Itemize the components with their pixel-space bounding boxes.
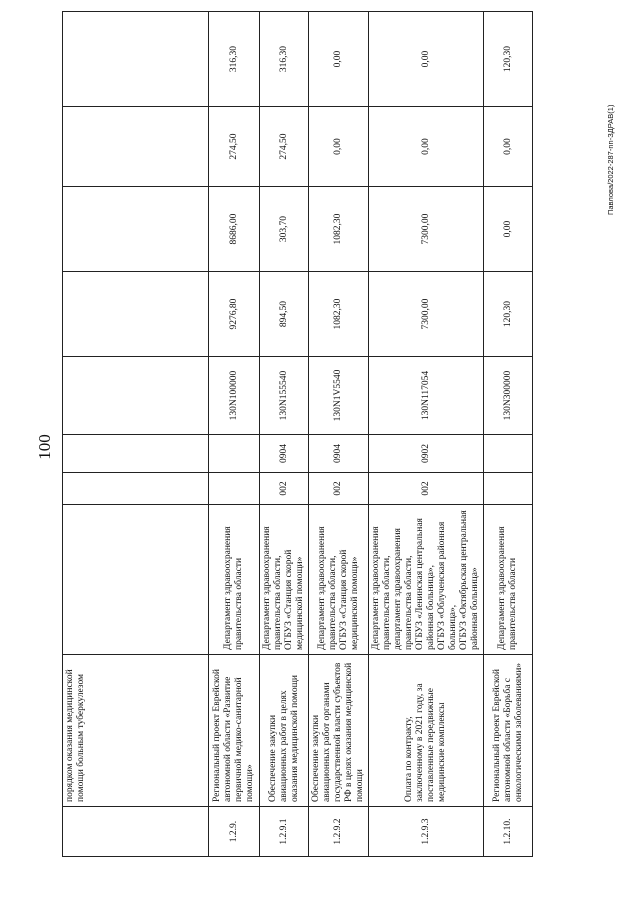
row-value-1: 894,50 — [260, 272, 309, 357]
row-section — [484, 435, 533, 473]
row-target-code: 130N100000 — [209, 357, 260, 435]
row-value-3 — [63, 107, 209, 187]
row-number: 1.2.9. — [209, 807, 260, 857]
row-value-4: 120,30 — [484, 12, 533, 107]
row-organization — [484, 505, 533, 655]
organization-line: ОГБУЗ «Станция скорой медицинской помощи» — [338, 549, 360, 650]
organization-line: Департамент здравоохранения правительства области, — [262, 526, 283, 650]
organization-line: Департамент здравоохранения правительства области, — [371, 526, 392, 650]
row-section: 0904 — [309, 435, 369, 473]
row-grbs — [209, 473, 260, 505]
table-row — [209, 12, 260, 857]
row-value-4: 316,30 — [209, 12, 260, 107]
row-value-3: 274,50 — [209, 107, 260, 187]
row-value-3: 0,00 — [309, 107, 369, 187]
organization-line: Департамент здравоохранения правительства области, — [316, 526, 338, 650]
row-grbs: 002 — [260, 473, 309, 505]
row-value-1: 9276,80 — [209, 272, 260, 357]
page-number: 100 — [35, 434, 54, 460]
row-number: 1.2.9.2 — [309, 807, 369, 857]
row-target-code — [63, 357, 209, 435]
row-organization — [209, 505, 260, 655]
row-organization — [63, 505, 209, 655]
row-organization — [309, 505, 369, 655]
row-target-code: 130N117054 — [369, 357, 484, 435]
row-grbs — [484, 473, 533, 505]
table-row — [309, 12, 369, 857]
row-name: Оплата по контракту, заключенному в 2021 году, за поставленные передвижные медицинские комплексы — [369, 655, 484, 807]
row-value-2: 1082,30 — [309, 187, 369, 272]
organization-line: ОГБУЗ «Облученская районная больница», — [437, 521, 458, 650]
row-value-1: 120,30 — [484, 272, 533, 357]
row-grbs: 002 — [309, 473, 369, 505]
row-name: Обеспечение закупки авиационных работ органами государственной власти субъектов РФ в целях оказания медицинской помощи — [309, 655, 369, 807]
row-section — [63, 435, 209, 473]
row-name: Региональный проект Еврейской автономной области «Развитие первичной медико-санитарной помощи» — [209, 655, 260, 807]
row-value-3: 0,00 — [369, 107, 484, 187]
row-target-code: 130N300000 — [484, 357, 533, 435]
row-value-4 — [63, 12, 209, 107]
row-number — [63, 807, 209, 857]
table-row — [260, 12, 309, 857]
row-value-1 — [63, 272, 209, 357]
row-value-2: 7300,00 — [369, 187, 484, 272]
table-row — [484, 12, 533, 857]
row-number: 1.2.10. — [484, 807, 533, 857]
row-name: порядком оказания медицинской помощи больным туберкулезом — [63, 655, 209, 807]
row-name: Региональный проект Еврейской автономной области «Борьба с онкологическими заболеваниями» — [484, 655, 533, 807]
row-section — [209, 435, 260, 473]
row-name: Обеспечение закупки авиационных работ в целях оказания медицинской помощи — [260, 655, 309, 807]
row-number: 1.2.9.1 — [260, 807, 309, 857]
row-value-3: 274,50 — [260, 107, 309, 187]
row-grbs: 002 — [369, 473, 484, 505]
table-row — [63, 12, 209, 857]
row-value-4: 0,00 — [309, 12, 369, 107]
row-organization — [260, 505, 309, 655]
row-value-4: 0,00 — [369, 12, 484, 107]
table-row — [369, 12, 484, 857]
document-code: Павлова/2022-287-nn-ЗДРАВ(1) — [606, 104, 615, 215]
row-value-2 — [63, 187, 209, 272]
budget-table-rotated — [62, 12, 524, 857]
row-grbs — [63, 473, 209, 505]
row-value-1: 7300,00 — [369, 272, 484, 357]
row-target-code: 130N1V5540 — [309, 357, 369, 435]
organization-line: Департамент здравоохранения правительства области — [223, 526, 244, 650]
organization-line: департамент здравоохранения правительства области, — [393, 528, 414, 650]
row-value-4: 316,30 — [260, 12, 309, 107]
row-value-2: 303,70 — [260, 187, 309, 272]
organization-line: ОГБУЗ «Станция скорой медицинской помощи» — [284, 549, 305, 650]
row-number: 1.2.9.3 — [369, 807, 484, 857]
organization-line: Департамент здравоохранения правительства области — [497, 526, 518, 650]
row-value-1: 1082,30 — [309, 272, 369, 357]
row-value-2: 8686,00 — [209, 187, 260, 272]
row-section: 0904 — [260, 435, 309, 473]
row-section: 0902 — [369, 435, 484, 473]
row-target-code: 130N155540 — [260, 357, 309, 435]
budget-table — [62, 11, 533, 857]
organization-line: ОГБУЗ «Ленинская центральная районная больница», — [415, 518, 436, 650]
row-value-2: 0,00 — [484, 187, 533, 272]
row-value-3: 0,00 — [484, 107, 533, 187]
row-organization — [369, 505, 484, 655]
organization-line: ОГБУЗ «Октябрьская центральная районная больница» — [459, 510, 480, 650]
